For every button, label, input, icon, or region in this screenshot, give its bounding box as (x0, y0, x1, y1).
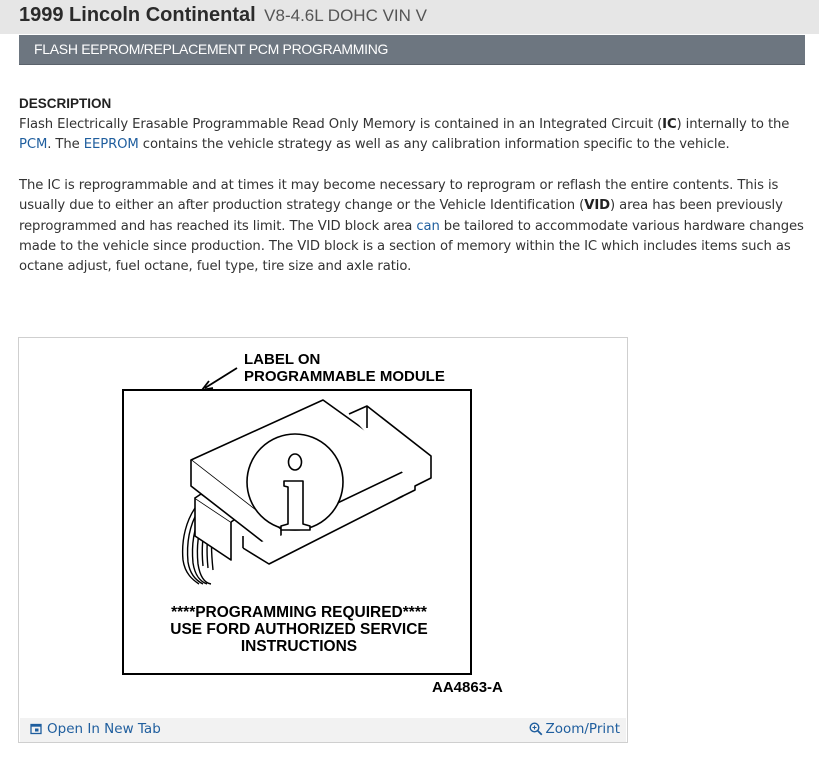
text-span: ) area has been previously reprogrammed and has reached its limit. The VID block area (19, 198, 783, 234)
callout-text-line1: LABEL ON (244, 351, 321, 368)
module-label-diagram[interactable] (19, 338, 627, 716)
zoom-icon (529, 722, 543, 736)
label-text-line3: INSTRUCTIONS (240, 638, 358, 655)
text-span: The IC is reprogrammable and at times it may become necessary to reprogram or reflash the entire contents. This is usually due to either an after production strategy change or the Vehicle Identification ( (19, 178, 779, 214)
pcm-link[interactable]: PCM (19, 137, 48, 153)
zoom-print-link[interactable] (529, 721, 620, 737)
eeprom-link[interactable]: EEPROM (83, 137, 139, 153)
open-in-new-tab-label: Open In New Tab (47, 721, 161, 737)
engine-subtitle: V8-4.6L DOHC VIN V (264, 6, 427, 25)
zoom-print-label: Zoom/Print (545, 721, 620, 737)
description-paragraph-2 (19, 176, 804, 277)
text-span: ) internally to the (676, 117, 790, 132)
text-span: be tailored to accommodate various hardware changes made to the vehicle since production. The VID block is a section of memory within the IC which includes items such as octane adjust, fuel octane, fuel type, tire size and axle ratio. (19, 218, 804, 275)
can-link[interactable]: can (416, 218, 440, 234)
bold-term-vid: VID (584, 198, 610, 214)
figure-id: AA4863-A (432, 679, 503, 696)
section-title: FLASH EEPROM/REPLACEMENT PCM PROGRAMMING (34, 41, 389, 57)
vehicle-title: 1999 Lincoln Continental (19, 4, 256, 26)
bold-term-ic: IC (662, 117, 677, 132)
callout-text-line2: PROGRAMMABLE MODULE (244, 368, 445, 385)
header-bar (0, 0, 819, 34)
label-text-line1: ****PROGRAMMING REQUIRED**** (171, 604, 427, 621)
open-tab-icon (30, 723, 42, 735)
pcm-module-illustration (183, 400, 431, 584)
text-span: Flash Electrically Erasable Programmable Read Only Memory is contained in an Integrated Circuit ( (19, 117, 663, 132)
figure-footer (20, 718, 626, 742)
page-title (19, 4, 427, 27)
open-in-new-tab-link[interactable] (30, 721, 161, 737)
description-paragraph-1 (19, 115, 804, 156)
section-bar (19, 35, 805, 65)
callout-arrow (202, 368, 237, 390)
description-heading: DESCRIPTION (19, 96, 112, 111)
text-span: . The (47, 137, 84, 153)
figure-card (18, 337, 628, 743)
text-span: contains the vehicle strategy as well as any calibration information specific to the vehicle. (138, 137, 730, 153)
label-text-line2: USE FORD AUTHORIZED SERVICE (170, 621, 428, 638)
